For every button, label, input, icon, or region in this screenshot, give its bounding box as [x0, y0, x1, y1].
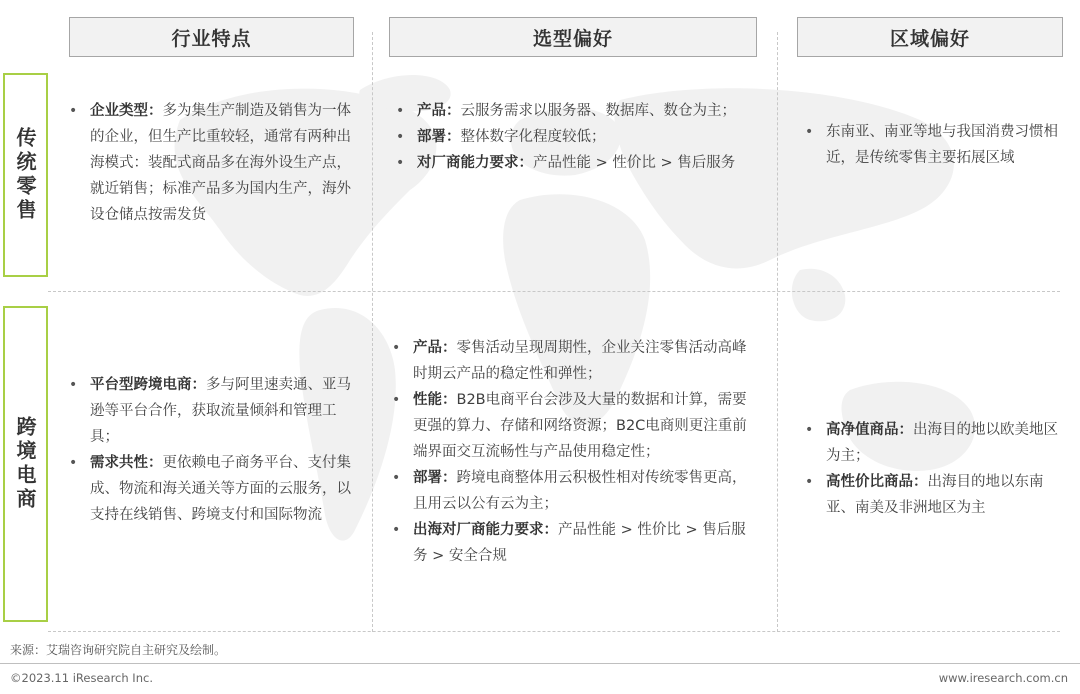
- row-label-text: 传统零售: [13, 127, 37, 223]
- list-item: • 对厂商能力要求：产品性能 > 性价比 > 售后服务: [393, 150, 758, 176]
- column-header-selection: 选型偏好: [389, 17, 757, 57]
- column-header-industry: 行业特点: [69, 17, 354, 57]
- source-note: 来源：艾瑞咨询研究院自主研究及绘制。: [10, 643, 227, 657]
- list-item: • 部署：跨境电商整体用云积极性相对传统零售更高，且用云以公有云为主；: [389, 465, 759, 517]
- cell-ecommerce-region: [802, 417, 1062, 521]
- row-divider: [48, 291, 1060, 292]
- row-label-cross-border-ecommerce: [3, 306, 48, 622]
- column-header-region: 区域偏好: [797, 17, 1063, 57]
- row-label-text: 跨境电商: [13, 416, 37, 512]
- list-item: • 企业类型：多为集生产制造及销售为一体的企业，但生产比重较轻，通常有两种出海模式：装配式商品多在海外设生产点，就近销售；标准产品多为国内生产，海外设仓储点按需发货: [66, 98, 356, 228]
- cell-retail-industry: [66, 98, 356, 228]
- list-item: • 性能：B2B电商平台会涉及大量的数据和计算，需要更强的算力、存储和网络资源；B2C电商则更注重前端界面交互流畅性与产品使用稳定性；: [389, 387, 759, 465]
- list-item: • 出海对厂商能力要求：产品性能 > 性价比 > 售后服务 > 安全合规: [389, 517, 759, 569]
- cell-ecommerce-industry: [66, 372, 356, 528]
- row-label-traditional-retail: [3, 73, 48, 277]
- cell-retail-region: [802, 119, 1062, 171]
- list-item: • 东南亚、南亚等地与我国消费习惯相近，是传统零售主要拓展区域: [802, 119, 1062, 171]
- column-divider: [372, 32, 373, 632]
- list-item: • 产品：零售活动呈现周期性，企业关注零售活动高峰时期云产品的稳定性和弹性；: [389, 335, 759, 387]
- list-item: • 高净值商品：出海目的地以欧美地区为主；: [802, 417, 1062, 469]
- cell-retail-selection: [393, 98, 758, 176]
- cell-ecommerce-selection: [389, 335, 759, 569]
- column-divider: [777, 32, 778, 632]
- website-link[interactable]: www.iresearch.com.cn: [938, 671, 1068, 685]
- list-item: • 部署：整体数字化程度较低；: [393, 124, 758, 150]
- list-item: • 平台型跨境电商：多与阿里速卖通、亚马逊等平台合作，获取流量倾斜和管理工具；: [66, 372, 356, 450]
- list-item: • 产品：云服务需求以服务器、数据库、数仓为主；: [393, 98, 758, 124]
- copyright-text: ©2023.11 iResearch Inc.: [10, 671, 153, 685]
- list-item: • 需求共性：更依赖电子商务平台、支付集成、物流和海关通关等方面的云服务，以支持在线销售、跨境支付和国际物流: [66, 450, 356, 528]
- table-bottom-divider: [48, 631, 1060, 632]
- list-item: • 高性价比商品：出海目的地以东南亚、南美及非洲地区为主: [802, 469, 1062, 521]
- footer-divider: [0, 663, 1080, 664]
